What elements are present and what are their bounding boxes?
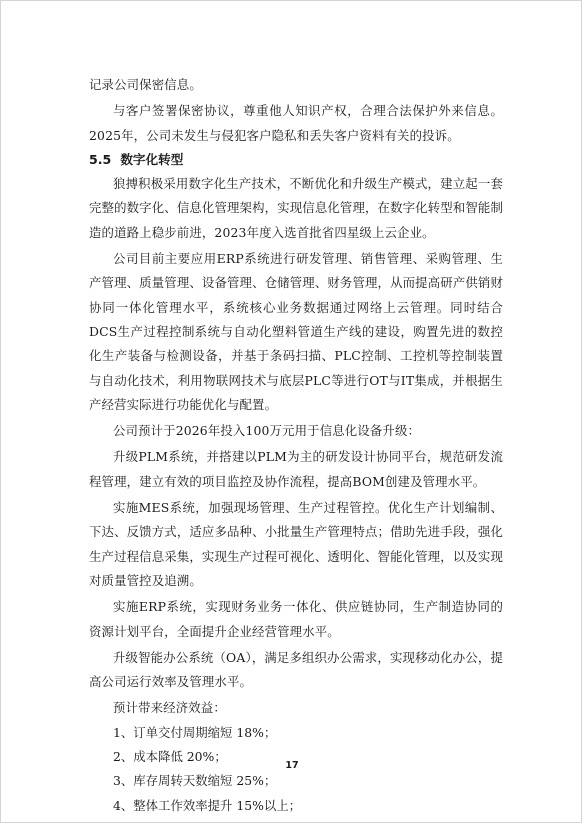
erp-paragraph: 实施ERP系统，实现财务业务一体化、供应链协同，生产制造协同的资源计划平台，全面提升企业经营管理水平。 <box>89 599 503 639</box>
intro-paragraph: 狼搏积极采用数字化生产技术，不断优化和升级生产模式，建立起一套完整的数字化、信息化管理架构，实现信息化管理，在数字化转型和智能制造的道路上稳步前进，2023年度入选首批省四星级上云企业。 <box>89 176 503 240</box>
section-number: 5.5 <box>89 151 112 167</box>
plm-paragraph: 升级PLM系统，并搭建以PLM为主的研发设计协同平台，规范研发流程管理，建立有效的项目监控及协作流程，提高BOM创建及管理水平。 <box>89 449 503 489</box>
systems-paragraph: 公司目前主要应用ERP系统进行研发管理、销售管理、采购管理、生产管理、质量管理、设备管理、仓储管理、财务管理，从而提高研产供销财协同一体化管理水平，系统核心业务数据通过网络上云管理。同时结合DCS生产过程控制系统与自动化塑料管道生产线的建设，购置先进的数控化生产装备与检测设备，并基于条码扫描、PLC控制、工控机等控制装置与自动化技术，利用物联网技术与底层PLC等进行OT与IT集成，并根据生产经营实际进行功能优化与配置。 <box>89 251 503 412</box>
continued-text: 记录公司保密信息。 <box>89 77 202 92</box>
benefits-intro: 预计带来经济效益： <box>113 700 226 716</box>
privacy-paragraph: 与客户签署保密协议，尊重他人知识产权，合理合法保护外来信息。2025年，公司未发生与侵犯客户隐私和丢失客户资料有关的投诉。 <box>89 103 503 143</box>
list-item: 2、成本降低 20%； <box>113 749 227 765</box>
page-body <box>89 73 503 818</box>
page-number: 17 <box>285 760 299 771</box>
list-item: 1、订单交付周期缩短 18%； <box>113 724 277 740</box>
plan-paragraph: 公司预计于2026年投入100万元用于信息化设备升级： <box>113 423 421 439</box>
section-heading <box>89 148 503 172</box>
mes-paragraph: 实施MES系统，加强现场管理、生产过程管控。优化生产计划编制、下达、反馈方式，适应多品种、小批量生产管理特点；借助先进手段，强化生产过程信息采集，实现生产过程可视化、透明化、智能化管理，以及实现对质量管控及追溯。 <box>89 500 503 588</box>
section-title: 数字化转型 <box>120 151 184 167</box>
oa-paragraph: 升级智能办公系统（OA），满足多组织办公需求，实现移动化办公，提高公司运行效率及管理水平。 <box>89 649 503 690</box>
list-item: 3、库存周转天数缩短 25%； <box>113 773 277 789</box>
list-item: 4、整体工作效率提升 15%以上； <box>113 797 302 813</box>
